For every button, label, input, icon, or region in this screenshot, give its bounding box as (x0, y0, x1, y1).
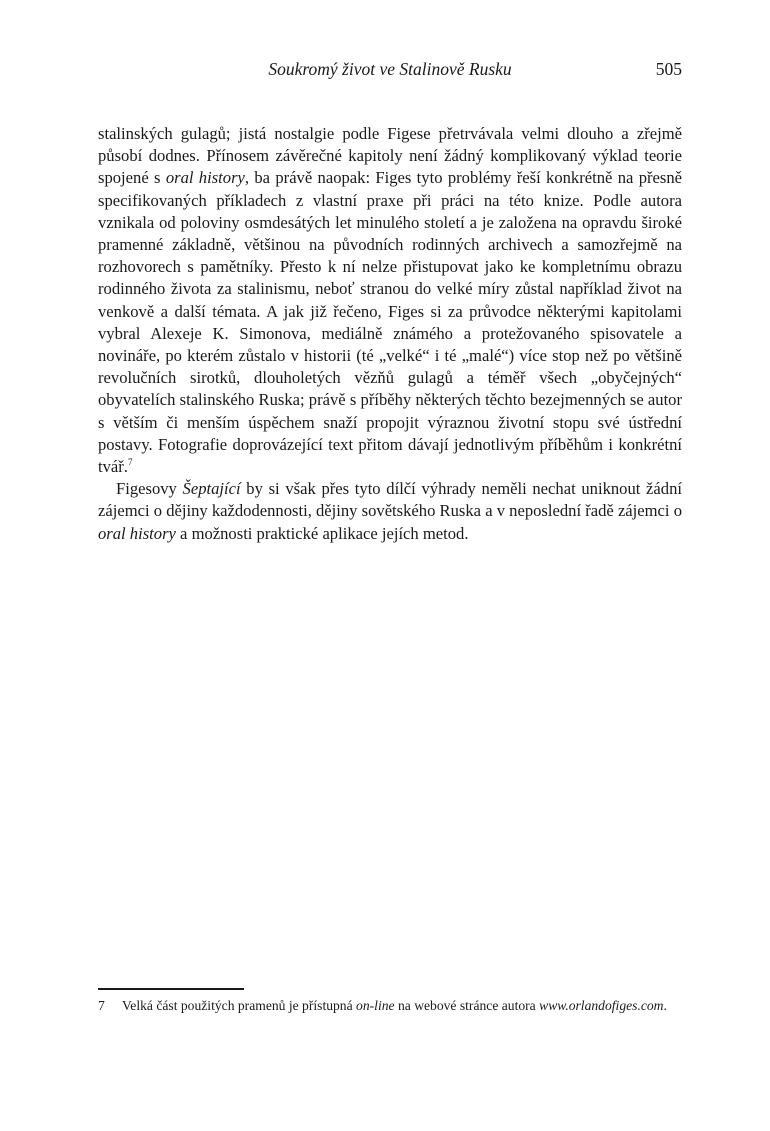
footnote-reference: 7 (127, 457, 133, 468)
paragraph (98, 478, 682, 545)
footnote-number: 7 (98, 998, 105, 1013)
italic-text: Šeptající (182, 479, 241, 499)
footnote (98, 996, 682, 1016)
text-run: Velká část použitých pramenů je přístupná (122, 998, 357, 1013)
footnote-url: www.orlandofiges.com (539, 998, 664, 1013)
text-run: . (663, 998, 667, 1013)
running-title: Soukromý život ve Stalinově Rusku (268, 59, 512, 79)
italic-text: oral history (165, 168, 245, 188)
italic-text: on-line (356, 998, 395, 1013)
text-run: by si však přes tyto dílčí výhrady neměli nechat uniknout žádní zájemci o dějiny každodennosti, dějiny sovětského Ruska a v neposlední řadě zájemci o (98, 479, 682, 521)
text-run: Figesovy (116, 479, 183, 499)
text-run: stalinských gulagů; jistá nostalgie podle Figese přetrvávala velmi dlouho a zřejmě působí dodnes. Přínosem závěrečné kapitoly není žádný komplikovaný výklad teorie spojené s (98, 124, 682, 188)
text-run: na webové stránce autora (394, 998, 540, 1013)
text-run: , ba právě naopak: Figes tyto problémy řeší konkrétně na přesně specifikovaných příkladech z vlastní praxe při práci na této knize. Podle autora vznikala od poloviny osmdesátých let minulého století a je založena na opravdu široké pramenné základně, většinou na původních rodinných archivech a samozřejmě na rozhovorech s pamětníky. Přesto k ní nelze přistupovat jako ke kompletnímu obrazu rodinného života za stalinismu, neboť stranou do velké míry zůstal například život na venkově a další témata. A jak již řečeno, Figes si za průvodce některými kapitolami vybral Alexeje K. Simonova, mediálně známého a protežovaného spisovatele a novináře, po kterém zůstalo v historii (té „velké“ i té „malé“) více stop než po většině revolučních sirotků, dlouholetých vězňů gulagů a téměř všech „obyčejných“ obyvatelích stalinského Ruska; právě s příběhy některých těchto bezejmenných se autor s větším či menším úspěchem snaží propojit výraznou životní stopu své ústřední postavy. Fotografie doprovázející text přitom dávají jednotlivým příběhům i konkrétní tvář. (98, 168, 683, 477)
italic-text: oral history (98, 523, 176, 543)
page-number: 505 (655, 59, 682, 79)
running-header (98, 59, 682, 83)
paragraph (98, 123, 682, 478)
text-run: a možnosti praktické aplikace jejích metod. (175, 523, 469, 543)
body-text (98, 123, 682, 545)
footnote-divider (98, 988, 244, 990)
footnote-text (122, 996, 682, 1016)
